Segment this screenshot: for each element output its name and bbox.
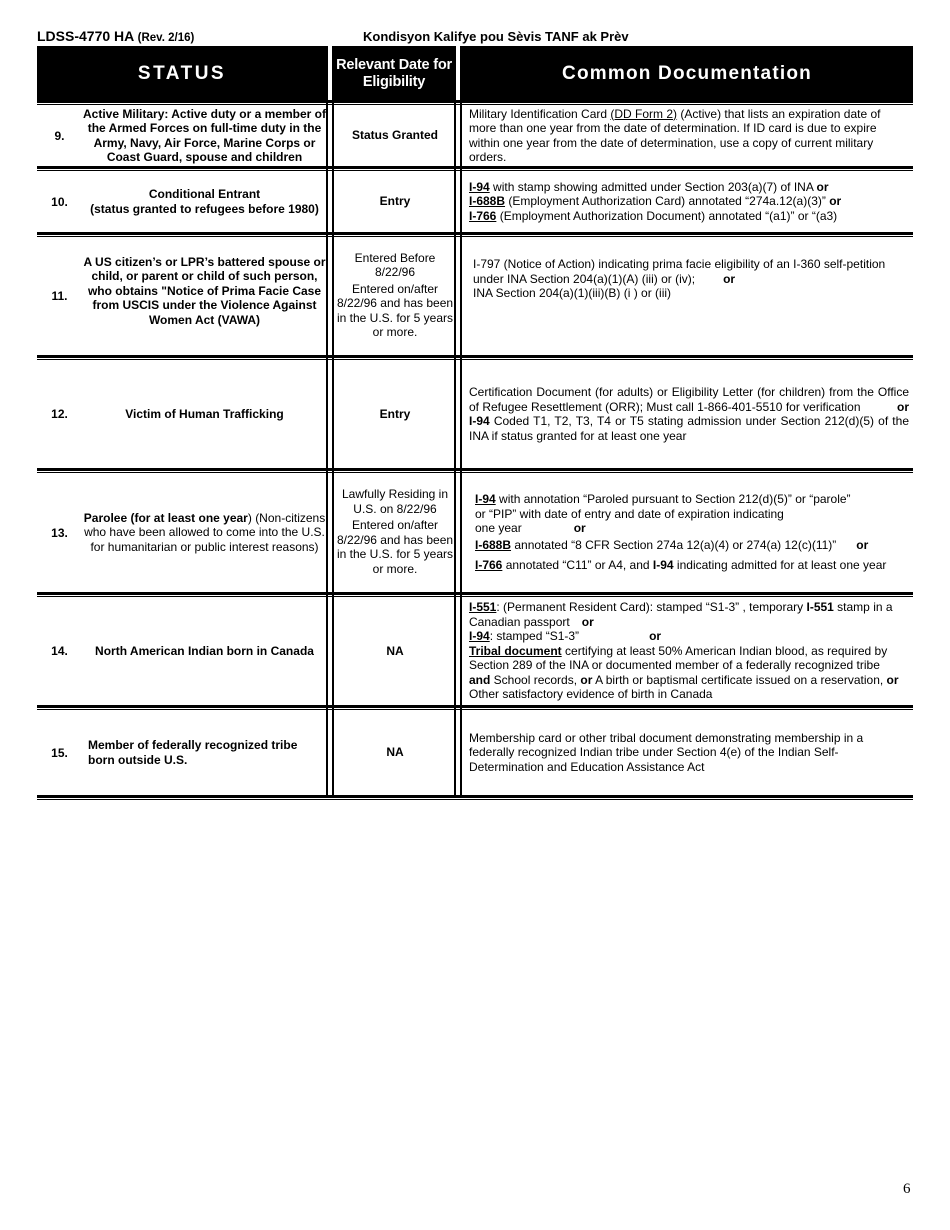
document-name: Tribal document xyxy=(469,643,562,658)
document-name: I-94 xyxy=(469,414,490,428)
or-connector: or xyxy=(723,271,736,286)
status-cell: Active Military: Active duty or a member of the Armed Forces on full-time duty in the Army, Navy, Air Force, Marine Corps or Coast Guard, spouse and children xyxy=(83,106,326,164)
document-name: I-551 xyxy=(469,600,497,615)
or-connector: or xyxy=(886,672,899,687)
document-name: I-94 xyxy=(652,558,674,573)
row-number: 11. xyxy=(51,289,68,303)
page-number: 6 xyxy=(903,1181,911,1197)
status-cell: Conditional Entrant (status granted to refugees before 1980) xyxy=(90,187,319,216)
status-cell: North American Indian born in Canada xyxy=(95,643,314,658)
document-name: I-688B xyxy=(475,537,512,552)
table-row xyxy=(37,360,913,468)
date-cell: NA xyxy=(386,643,404,658)
or-connector: or xyxy=(573,521,586,536)
table-row xyxy=(37,237,913,355)
document-title: Kondisyon Kalifye pou Sèvis TANF ak Prèv xyxy=(363,29,629,44)
or-connector: or xyxy=(580,672,593,687)
or-connector: or xyxy=(816,179,829,194)
column-header-date: Relevant Date for Eligibility xyxy=(333,46,455,101)
row-number: 10. xyxy=(51,194,68,209)
documentation-cell: Military Identification Card (DD Form 2) (Active) that lists an expiration date of more than one year from the date of determination. If ID card is due to expire within one year from the date of determination, use a copy of current military orders. xyxy=(469,106,881,164)
date-cell: Entered Before 8/22/96 Entered on/after 8/22/96 and has been in the U.S. for 5 years or more. xyxy=(336,250,454,339)
or-connector: or xyxy=(897,399,909,414)
table-row xyxy=(37,710,913,795)
documentation-cell: I-94 with annotation “Paroled pursuant to Section 212(d)(5)” or “parole” or “PIP” with date of entry and date of expiration indicating one year or I-688B annotated “8 CFR Section 274a 12(a)(4) or 274(a) 12(c)(11)” or I-766 annotated “C11” or A4, and I-94 indicating admitted for at least one year xyxy=(475,492,887,573)
document-name: (DD Form 2) xyxy=(610,106,678,121)
document-header xyxy=(37,28,913,46)
date-cell: Entry xyxy=(379,194,411,209)
or-connector: or xyxy=(649,629,662,644)
status-cell: Victim of Human Trafficking xyxy=(125,406,284,421)
status-cell: Parolee (for at least one year) (Non-citizens who have been allowed to come into the U.S. for humanitarian or public interest reasons) xyxy=(83,510,326,554)
table-row xyxy=(37,473,913,592)
documentation-cell: Certification Document (for adults) or Eligibility Letter (for children) from the Office of Refugee Resettlement (ORR); Must call 1-866-401-5510 for verification or I-94 Coded T1, T2, T3, T4 or T5 stating admission under Section 212(d)(5) of the INA if status granted for at least one year xyxy=(469,385,909,443)
or-connector: or xyxy=(856,537,869,552)
document-name: I-688B xyxy=(469,194,506,209)
documentation-cell: I-551: (Permanent Resident Card): stamped “S1-3” , temporary I-551 stamp in a Canadian passport or I-94: stamped “S1-3” or Tribal document certifying at least 50% American Indian blood, as required by Section 289 of the INA or documented member of a federally recognized tribe and School records, or A birth or baptismal certificate issued on a reservation, or Other satisfactory evidence of birth in Canada xyxy=(469,600,899,702)
status-cell: Member of federally recognized tribe born outside U.S. xyxy=(88,738,298,767)
date-cell: Entry xyxy=(379,406,411,421)
form-id: LDSS-4770 HA (Rev. 2/16) xyxy=(37,28,195,44)
document-name: I-766 xyxy=(469,208,497,223)
date-cell: Lawfully Residing in U.S. on 8/22/96 Entered on/after 8/22/96 and has been in the U.S. for 5 years or more. xyxy=(336,487,454,576)
date-cell: Status Granted xyxy=(351,128,438,143)
row-separator xyxy=(37,795,913,800)
documentation-cell: Membership card or other tribal document demonstrating membership in a federally recognized Indian tribe under Section 4(e) of the Indian Self-Determination and Education Assistance Act xyxy=(469,730,864,774)
column-header-status: STATUS xyxy=(37,46,327,101)
row-number: 9. xyxy=(54,128,65,143)
row-number: 15. xyxy=(51,745,68,760)
row-number: 14. xyxy=(51,644,68,658)
documentation-cell: I-797 (Notice of Action) indicating prima facie eligibility of an I-360 self-petition under INA Section 204(a)(1)(A) (iii) or (iv); or INA Section 204(a)(1)(iii)(B) (i ) or (iii) xyxy=(473,257,886,300)
column-header-documentation: Common Documentation xyxy=(461,46,913,101)
document-name: I-551 xyxy=(806,600,834,615)
form-revision: (Rev. 2/16) xyxy=(137,32,195,44)
table-row xyxy=(37,597,913,705)
table-row xyxy=(37,105,913,166)
or-connector: or xyxy=(829,194,842,209)
table-row xyxy=(37,171,913,232)
status-cell: A US citizen’s or LPR’s battered spouse or child, or parent or child of such person, who obtains "Notice of Prima Facie Case from USCIS under the Violence Against Women Act (VAWA) xyxy=(83,254,326,327)
date-cell: NA xyxy=(386,745,404,760)
document-name: I-94 xyxy=(475,492,496,507)
document-name: I-94 xyxy=(469,179,490,194)
documentation-cell: I-94 with stamp showing admitted under Section 203(a)(7) of INA or I-688B (Employment Authorization Card) annotated “274a.12(a)(3)” or I-766 (Employment Authorization Document) annotated “(a1)” or “(a3) xyxy=(469,179,842,223)
document-name: I-766 xyxy=(475,558,503,573)
or-connector: or xyxy=(581,614,594,629)
row-number: 12. xyxy=(51,407,68,421)
row-number: 13. xyxy=(51,525,68,540)
document-name: I-94 xyxy=(469,629,490,644)
